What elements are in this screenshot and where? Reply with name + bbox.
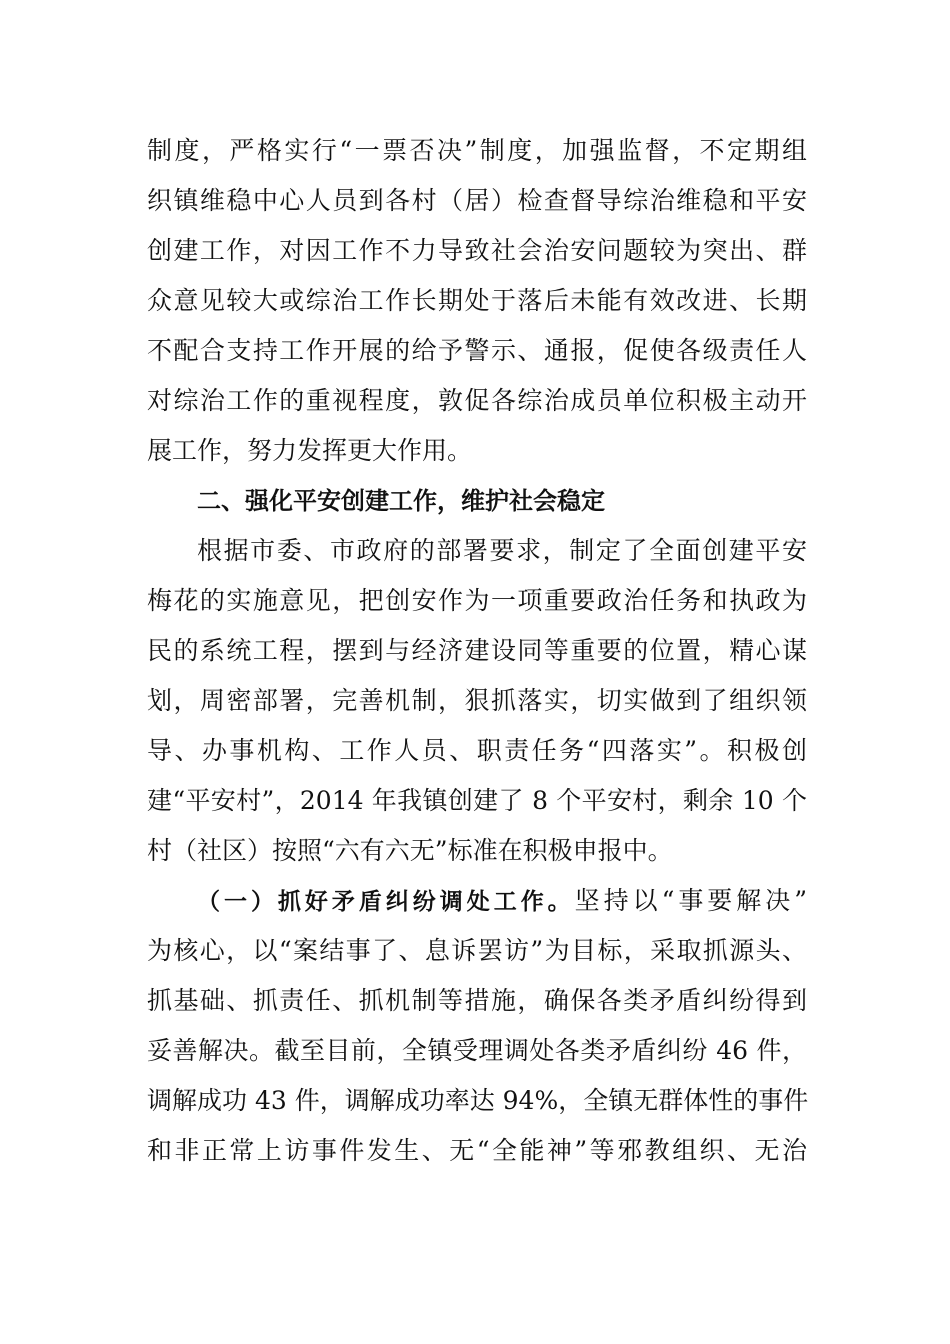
subsection-first-line (197, 881, 807, 921)
body-text-line: 梅花的实施意见，把创安作为一项重要政治任务和执政为 (147, 586, 807, 615)
body-text-line: 导、办事机构、工作人员、职责任务“四落实”。积极创 (147, 736, 807, 765)
body-text-line: 调解成功 43 件，调解成功率达 94%，全镇无群体性的事件 (147, 1086, 809, 1115)
body-text-line: 对综治工作的重视程度，敦促各综治成员单位积极主动开 (147, 386, 807, 415)
body-text-line: 村（社区）按照“六有六无”标准在积极申报中。 (147, 836, 673, 865)
body-text-line: 为核心，以“案结事了、息诉罢访”为目标，采取抓源头、 (147, 936, 807, 965)
body-text-line: 根据市委、市政府的部署要求，制定了全面创建平安 (197, 536, 807, 565)
body-text-line: 展工作，努力发挥更大作用。 (147, 436, 473, 465)
body-text-line: 民的系统工程，摆到与经济建设同等重要的位置，精心谋 (147, 636, 807, 665)
subsection-lead: （一）抓好矛盾纠纷调处工作。 (197, 889, 575, 915)
body-text-line: 妥善解决。截至目前，全镇受理调处各类矛盾纠纷 46 件， (147, 1036, 807, 1065)
body-text-line: 织镇维稳中心人员到各村（居）检查督导综治维稳和平安 (147, 186, 807, 215)
body-text-line: 制度，严格实行“一票否决”制度，加强监督，不定期组 (147, 136, 807, 165)
subsection-first-line-text: 坚持以“事要解决” (574, 886, 808, 915)
body-text-line: 抓基础、抓责任、抓机制等措施，确保各类矛盾纠纷得到 (147, 986, 807, 1015)
section-heading: 二、强化平安创建工作，维护社会稳定 (197, 487, 605, 515)
body-text-line: 划，周密部署，完善机制，狠抓落实，切实做到了组织领 (147, 686, 807, 715)
body-text-line: 不配合支持工作开展的给予警示、通报，促使各级责任人 (147, 336, 807, 365)
body-text-line: 建“平安村”，2014 年我镇创建了 8 个平安村，剩余 10 个 (147, 786, 807, 815)
body-text-line: 和非正常上访事件发生、无“全能神”等邪教组织、无治 (147, 1136, 807, 1165)
body-text-line: 众意见较大或综治工作长期处于落后未能有效改进、长期 (147, 286, 807, 315)
body-text-line: 创建工作，对因工作不力导致社会治安问题较为突出、群 (147, 236, 807, 265)
